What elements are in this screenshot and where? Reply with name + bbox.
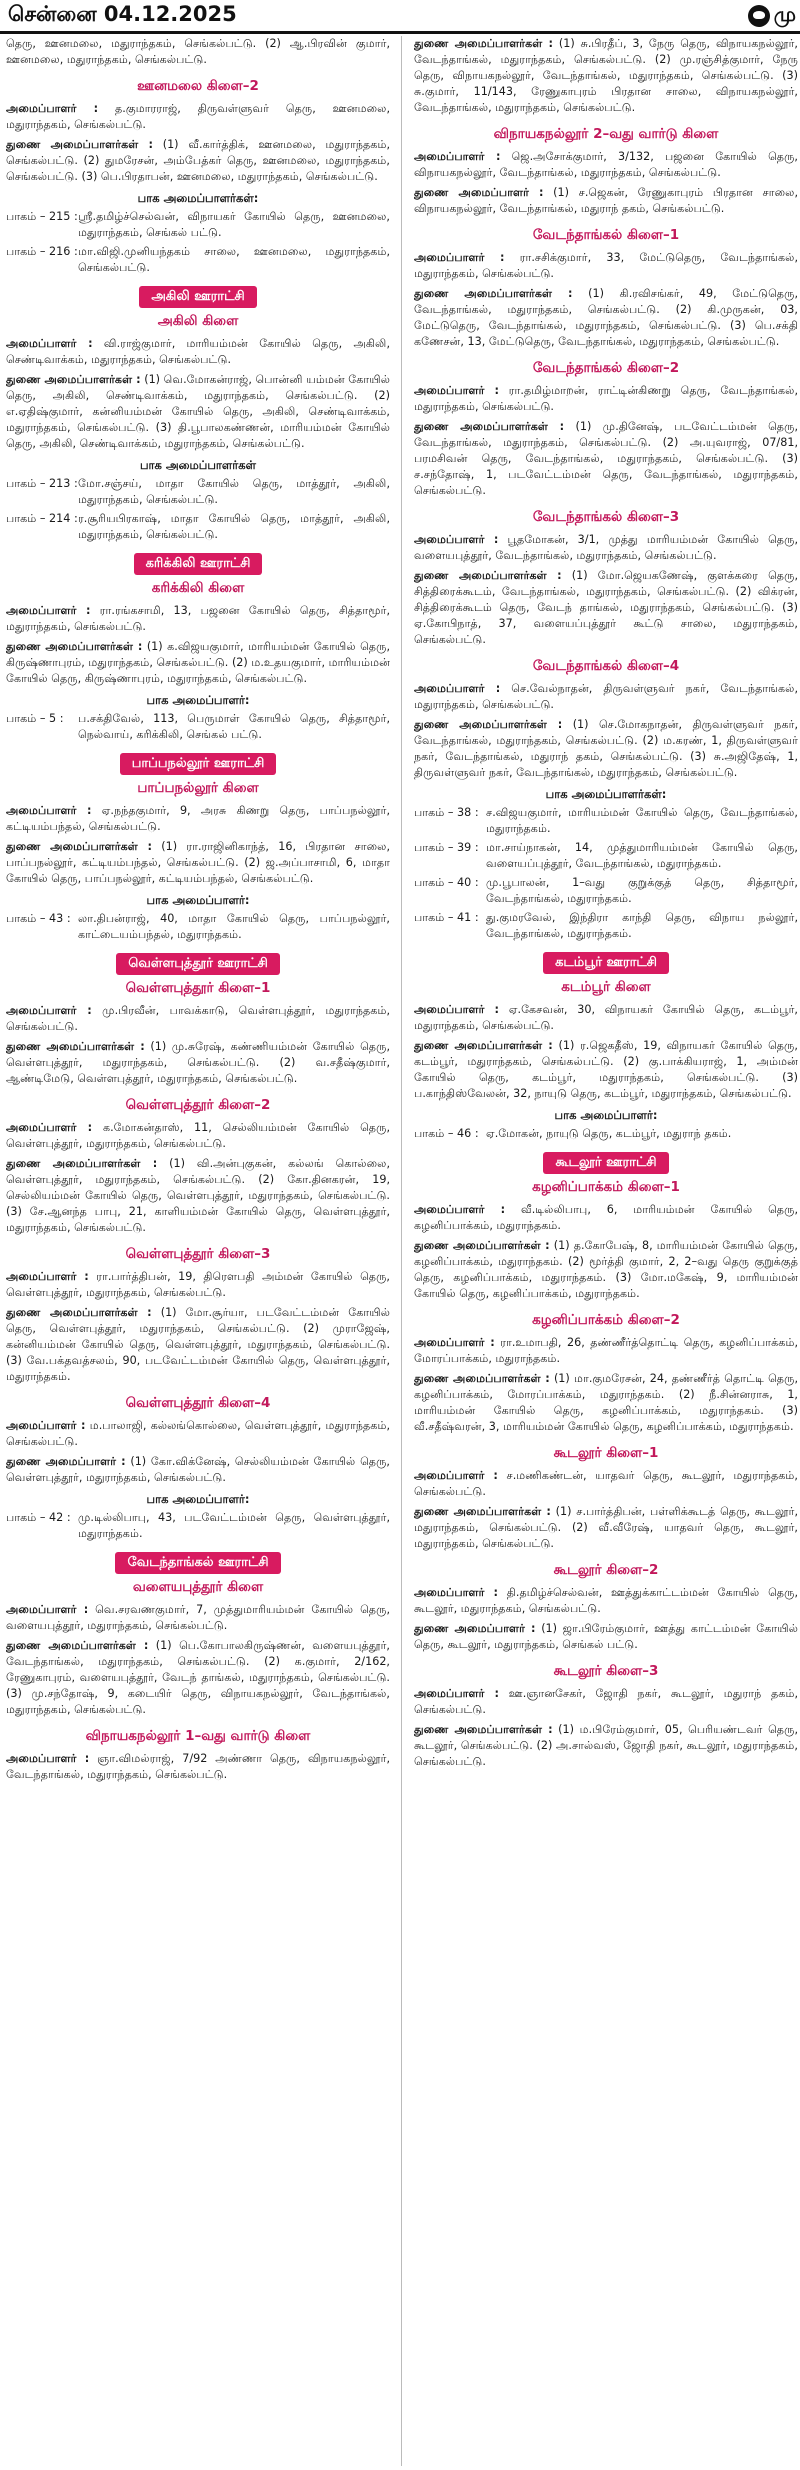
entry-details: (1) த.கோபேஷ், 8, மாரியம்மன் கோயில் தெரு, கழனிப்பாக்கம், மதுராந்தகம். (2) மூர்த்தி குமார், 2, 2–வது தெரு குறுக்குத் தெரு, கழனிப்பாக்கம், மதுராந்தகம். (3) மோ.மகேஷ், 9, மாரியம்மன் கோயில் தெரு, கழனிப்பாக்கம், மதுராந்தகம்.: [414, 1239, 798, 1300]
office-bearer-entry: [6, 803, 390, 835]
role-label: அமைப்பாளர் :: [414, 1336, 495, 1349]
booth-details: மு.பூபாலன், 1–வது குறுக்குத் தெரு, சித்தாமூர், வேடந்தாங்கல், மதுராந்தகம்.: [486, 876, 798, 905]
role-label: துணை அமைப்பாளர்கள் :: [414, 1039, 553, 1052]
entry-details: (1) ச.ஜெகன், ரேணுகாபுரம் பிரதான சாலை, விநாயகநல்லூர், வேடந்தாங்கல், மதுராந் தகம், செங்கல்பட்டு.: [414, 186, 798, 215]
booth-row: [414, 910, 798, 942]
office-bearer-entry: [6, 1156, 390, 1236]
booth-row: [6, 476, 390, 508]
role-label: துணை அமைப்பாளர்கள் :: [6, 840, 152, 853]
entry-details: (1) ரா.ராஜினிகாந்த், 16, பிரதான சாலை, பாப்பநல்லூர், கட்டியம்பந்தல், செங்கல்பட்டு. (2) ஜ.அப்பாசாமி, 6, மாதா கோயில் தெரு, பாப்பநல்லூர், கட்டியம்பந்தல், செங்கல்பட்டு.: [6, 840, 390, 885]
office-bearer-entry: [414, 419, 798, 499]
role-label: அமைப்பாளர் :: [414, 533, 499, 546]
booth-row: [6, 209, 390, 241]
booth-details: மா.விஜி.முனியந்தகம் சாலை, ஊனமலை, மதுராந்தகம், செங்கல்பட்டு.: [78, 245, 390, 274]
role-label: துணை அமைப்பாளர்கள் :: [414, 1505, 551, 1518]
office-bearer-entry: [6, 1120, 390, 1152]
panchayat-heading: [6, 285, 390, 308]
role-label: துணை அமைப்பாளர்கள் :: [414, 1372, 550, 1385]
office-bearer-entry: [414, 1238, 798, 1302]
rising-sun-emblem-icon: [748, 5, 770, 27]
branch-heading: கழனிப்பாக்கம் கிளை–2: [532, 1312, 680, 1328]
entry-details: ஜெ.அசோக்குமார், 3/132, பஜனை கோயில் தெரு, விநாயகநல்லூர், வேடந்தாங்கல், மதுராந்தகம், செங்கல்பட்டு.: [414, 150, 798, 179]
office-bearer-entry: [414, 1722, 798, 1770]
section-subheading: பாக அமைப்பாளர்கள்:: [137, 191, 259, 205]
booth-number: பாகம் – 38 :: [414, 806, 479, 819]
role-label: அமைப்பாளர் :: [6, 1752, 90, 1765]
role-label: துணை அமைப்பாளர்கள் :: [414, 37, 554, 50]
booth-details: லா.திபன்ராஜ், 40, மாதா கோயில் தெரு, பாப்பநல்லூர், காட்டையம்பந்தல், மதுராந்தகம்.: [78, 912, 390, 941]
booth-row: [414, 805, 798, 837]
entry-details: ரா.தமிழ்மாறன், ராட்டின்கிணறு தெரு, வேடந்தாங்கல், மதுராந்தகம், செங்கல்பட்டு.: [414, 384, 798, 413]
branch-heading: வளையபுத்தூர் கிளை: [132, 1579, 264, 1595]
booth-number: பாகம் – 213 :: [6, 477, 78, 490]
role-label: அமைப்பாளர் :: [6, 337, 93, 350]
entry-details: (1) ஜா.பிரேம்குமார், ஊத்து காட்டம்மன் கோயில் தெரு, கூடலூர், மதுராந்தகம், செங்கல் பட்டு.: [414, 1622, 798, 1651]
entry-details: ஊ.ஞானசேகர், ஜோதி நகர், கூடலூர், மதுராந் தகம், செங்கல்பட்டு.: [414, 1687, 798, 1716]
entry-details: (1) மோ.சூர்யா, படவேட்டம்மன் கோயில் தெரு, வெள்ளபுத்தூர், மதுராந்தகம், செங்கல்பட்டு. (2) முராஜேஷ், கன்னியம்மன் கோயில் தெரு, வெள்ளபுத்தூர், மதுராந்தகம், செங்கல்பட்டு. (3) வே.பக்தவத்சலம், 90, படவேட்டம்மன் கோயில் தெரு, வெள்ளபுத்தூர், மதுராந்தகம்.: [6, 1306, 390, 1383]
booth-number: பாகம் – 216 :: [6, 245, 78, 258]
booth-row: [6, 511, 390, 543]
office-bearer-entry: [6, 101, 390, 133]
panchayat-label: வெள்ளபுத்தூர் ஊராட்சி: [116, 953, 280, 975]
entry-details: (1) மா.குமரேசன், 24, தண்ணீர்த் தொட்டி தெரு, கழனிப்பாக்கம், மோரப்பாக்கம், மதுராந்தகம். (2) நீ.சின்னராசு, 1, மாரியம்மன் கோயில் தெரு, கழனிப்பாக்கம், மதுராந்தகம். (3) வீ.சதீஷ்வரன், 3, மாரியம்மன் கோயில் தெரு, கழனிப்பாக்கம், மதுராந்தகம்.: [414, 1372, 798, 1433]
role-label: துணை அமைப்பாளர்கள் :: [414, 1239, 550, 1252]
booth-details: ர.சூரியபிரகாஷ், மாதா கோயில் தெரு, மாத்தூர், அகிலி, மதுராந்தகம், செங்கல்பட்டு.: [78, 512, 390, 541]
office-bearer-entry: [414, 1621, 798, 1653]
entry-details: (1) வி.அன்புகுகன், கல்லங் கொல்லை, வெள்ளபுத்தூர், மதுராந்தகம், செங்கல்பட்டு. (2) கோ.தினகரன், 19, செல்லியம்மன் கோயில் தெரு, வெள்ளபுத்தூர், மதுராந்தகம், செங்கல்பட்டு. (3) சே.ஆனந்த பாபு, 21, காளியம்மன் கோயில் தெரு, வெள்ளபுத்தூர், மதுராந்தகம், செங்கல்பட்டு.: [6, 1157, 390, 1234]
role-label: துணை அமைப்பாளர்கள் :: [6, 1040, 145, 1053]
booth-number: பாகம் – 43 :: [6, 912, 71, 925]
booth-number: பாகம் – 5 :: [6, 712, 64, 725]
office-bearer-entry: [6, 1751, 390, 1783]
office-bearer-entry: [414, 185, 798, 217]
panchayat-heading: [6, 752, 390, 775]
panchayat-label: அகிலி ஊராட்சி: [139, 286, 256, 308]
panchayat-heading: [414, 951, 798, 974]
section-subheading: பாக அமைப்பாளர்:: [146, 693, 250, 707]
role-label: அமைப்பாளர் :: [414, 1203, 506, 1216]
section-subheading: பாக அமைப்பாளர்கள்: [139, 458, 257, 472]
office-bearer-entry: [414, 1585, 798, 1617]
office-bearer-entry: [414, 1335, 798, 1367]
office-bearer-entry: [6, 1454, 390, 1486]
entry-text: [6, 36, 390, 68]
office-bearer-entry: [414, 149, 798, 181]
panchayat-label: கரிக்கிலி ஊராட்சி: [134, 553, 263, 575]
entry-details: (1) க.விஜயகுமார், மாரியம்மன் கோயில் தெரு, கிருஷ்ணாபுரம், மதுராந்தகம், செங்கல்பட்டு. (2) ம.உதயகுமார், மாரியம்மன் கோயில் தெரு, கிருஷ்ணாபுரம், மதுராந்தகம், செங்கல்பட்டு.: [6, 640, 390, 685]
role-label: அமைப்பாளர் :: [414, 1586, 499, 1599]
office-bearer-entry: [414, 36, 798, 116]
office-bearer-entry: [414, 717, 798, 781]
branch-heading: அகிலி கிளை: [157, 313, 239, 329]
entry-details: (1) கோ.விக்னேஷ், செல்லியம்மன் கோயில் தெரு, வெள்ளபுத்தூர், மதுராந்தகம், செங்கல்பட்டு.: [6, 1455, 390, 1484]
entry-details: ரா.சசிக்குமார், 33, மேட்டுதெரு, வேடந்தாங்கல், மதுராந்தகம், செங்கல்பட்டு.: [414, 251, 798, 280]
entry-details: (1) ர.ஜெகதீஸ், 19, விநாயகர் கோயில் தெரு, கடம்பூர், மதுராந்தகம், செங்கல்பட்டு. (2) கு.பாக்கியராஜ், 1, அம்மன் கோயில் தெரு, கடம்பூர், மதுராந்தகம், செங்கல்பட்டு. (3) ப.காந்திஸ்வேலன், 32, நாயுடு தெரு, கடம்பூர், மதுராந்தகம், செங்கல்பட்டு.: [414, 1039, 798, 1100]
role-label: துணை அமைப்பாளர்கள் :: [6, 138, 153, 151]
branch-heading: வேடந்தாங்கல் கிளை–3: [532, 509, 680, 525]
branch-heading: வெள்ளபுத்தூர் கிளை–3: [125, 1246, 271, 1262]
role-label: அமைப்பாளர் :: [6, 1419, 86, 1432]
branch-heading: ஊனமலை கிளை–2: [137, 78, 259, 94]
entry-details: வெ.சரவணகுமார், 7, முத்துமாரியம்மன் கோயில் தெரு, வளையபுத்தூர், மதுராந்தகம், செங்கல்பட்டு.: [6, 1603, 390, 1632]
office-bearer-entry: [414, 1002, 798, 1034]
booth-details: மு.டில்லிபாபு, 43, படவேட்டம்மன் தெரு, வெள்ளபுத்தூர், மதுராந்தகம்.: [78, 1511, 390, 1540]
booth-details: ச.விஜயகுமார், மாரியம்மன் கோயில் தெரு, வேடந்தாங்கல், மதுராந்தகம்.: [486, 806, 798, 835]
booth-row: [414, 875, 798, 907]
role-label: துணை அமைப்பாளர் :: [6, 1455, 126, 1468]
office-bearer-entry: [414, 250, 798, 282]
section-subheading: பாக அமைப்பாளர்கள்:: [545, 787, 667, 801]
office-bearer-entry: [414, 1202, 798, 1234]
role-label: அமைப்பாளர் :: [6, 804, 92, 817]
dateline: சென்னை 04.12.2025: [8, 1, 237, 26]
booth-details: மோ.சஞ்சய், மாதா கோயில் தெரு, மாத்தூர், அகிலி, மதுராந்தகம், செங்கல்பட்டு.: [78, 477, 390, 506]
role-label: அமைப்பாளர் :: [414, 1687, 499, 1700]
panchayat-heading: [6, 952, 390, 975]
office-bearer-entry: [414, 1371, 798, 1435]
panchayat-label: வேடந்தாங்கல் ஊராட்சி: [115, 1552, 280, 1574]
office-bearer-entry: [414, 532, 798, 564]
role-label: அமைப்பாளர் :: [6, 604, 91, 617]
entry-details: ஞா.விமல்ராஜ், 7/92 அண்ணா தெரு, விநாயகநல்லூர், வேடந்தாங்கல், மதுராந்தகம், செங்கல்பட்டு.: [6, 1752, 390, 1781]
branch-heading: விநாயகநல்லூர் 2–வது வார்டு கிளை: [493, 126, 719, 142]
role-label: அமைப்பாளர் :: [6, 102, 99, 115]
branch-heading: வேடந்தாங்கல் கிளை–1: [532, 227, 680, 243]
branch-heading: வெள்ளபுத்தூர் கிளை–4: [125, 1395, 271, 1411]
office-bearer-entry: [414, 383, 798, 415]
section-subheading: பாக அமைப்பாளர்:: [146, 1492, 250, 1506]
role-label: துணை அமைப்பாளர்கள் :: [414, 287, 573, 300]
entry-details: ஏ.கேசவன், 30, விநாயகர் கோயில் தெரு, கடம்பூர், மதுராந்தகம், செங்கல்பட்டு.: [414, 1003, 798, 1032]
role-label: அமைப்பாளர் :: [414, 1003, 500, 1016]
booth-row: [6, 711, 390, 743]
entry-details: (1) மு.தினேஷ், படவேட்டம்மன் தெரு, வேடந்தாங்கல், மதுராந்தகம், செங்கல்பட்டு. (2) அ.யுவராஜ், 07/81, பரமசிவன் தெரு, வேடந்தாங்கல், மதுராந்தகம், செங்கல்பட்டு. (3) ச.சந்தோஷ், 1, படவேட்டம்மன் தெரு, வேடந்தாங்கல், மதுராந்தகம், செங்கல்பட்டு.: [414, 420, 798, 497]
role-label: அமைப்பாளர் :: [414, 150, 501, 163]
booth-row: [6, 244, 390, 276]
entry-details: (1) மு.சுரேஷ், கண்ணியம்மன் கோயில் தெரு, வெள்ளபுத்தூர், மதுராந்தகம், செங்கல்பட்டு. (2) வ.சதீஷ்குமார், ஆண்டிமேடு, வெள்ளபுத்தூர், மதுராந்தகம், செங்கல்பட்டு.: [6, 1040, 390, 1085]
office-bearer-entry: [414, 568, 798, 648]
entry-details: ரா.ரங்கசாமி, 13, பஜனை கோயில் தெரு, சித்தாமூர், மதுராந்தகம், செங்கல்பட்டு.: [6, 604, 390, 633]
role-label: துணை அமைப்பாளர்கள் :: [414, 718, 563, 731]
role-label: துணை அமைப்பாளர் :: [414, 1622, 536, 1635]
booth-number: பாகம் – 46 :: [414, 1127, 479, 1140]
office-bearer-entry: [414, 681, 798, 713]
entry-details: க.மோகன்தாஸ், 11, செல்லியம்மன் கோயில் தெரு, வெள்ளபுத்தூர், மதுராந்தகம், செங்கல்பட்டு.: [6, 1121, 390, 1150]
booth-details: ப.சக்திவேல், 113, பெருமாள் கோயில் தெரு, சித்தாமூர், நெல்வாய், கரிக்கிலி, செங்கல் பட்டு.: [78, 712, 390, 741]
office-bearer-entry: [414, 1504, 798, 1552]
entry-details: (1) செ.மோகநாதன், திருவள்ளுவர் நகர், வேடந்தாங்கல், மதுராந்தகம், செங்கல்பட்டு. (2) ம.கரண், 1, திருவள்ளுவர் நகர், வேடந்தாங்கல், மதுராந் தகம், செங்கல்பட்டு. (3) சு.அஜிதேஷ், 1, திருவள்ளுவர் நகர், வேடந்தாங்கல், மதுராந்தகம், செங்கல்பட்டு.: [414, 718, 798, 779]
branch-heading: விநாயகநல்லூர் 1–வது வார்டு கிளை: [85, 1728, 311, 1744]
office-bearer-entry: [6, 372, 390, 452]
entry-details: (1) வீ.கார்த்திக், ஊனமலை, மதுராந்தகம், செங்கல்பட்டு. (2) துமரேசன், அம்பேத்கர் தெரு, ஊனமலை, மதுராந்தகம், செங்கல்பட்டு. (3) பெ.பிரதாபன், ஊனமலை, மதுராந்தகம், செங்கல்பட்டு.: [6, 138, 390, 183]
role-label: அமைப்பாளர் :: [414, 384, 500, 397]
entry-details: ரா.பார்த்திபன், 19, திரௌபதி அம்மன் கோயில் தெரு, வெள்ளபுத்தூர், மதுராந்தகம், செங்கல்பட்டு.: [6, 1270, 390, 1299]
office-bearer-entry: [6, 1418, 390, 1450]
booth-number: பாகம் – 214 :: [6, 512, 78, 525]
booth-row: [414, 840, 798, 872]
office-bearer-entry: [6, 839, 390, 887]
entry-details: ஏ.நந்தகுமார், 9, அரசு கிணறு தெரு, பாப்பநல்லூர், கட்டியம்பந்தல், செங்கல்பட்டு.: [6, 804, 390, 833]
entry-details: (1) பெ.கோபாலகிருஷ்ணன், வளையபுத்தூர், வேடந்தாங்கல், மதுராந்தகம், செங்கல்பட்டு. (2) க.குமார், 2/162, ரேணுகாபுரம், வளையபுத்தூர், வேடந் தாங்கல், மதுராந்தகம், செங்கல்பட்டு. (3) மு.சந்தோஷ், 9, கடையிர் தெரு, விநாயகநல்லூர், வேடந்தாங்கல், மதுராந்தகம், செங்கல்பட்டு.: [6, 1639, 390, 1716]
panchayat-label: கூடலூர் ஊராட்சி: [543, 1152, 668, 1174]
role-label: அமைப்பாளர் :: [6, 1004, 92, 1017]
office-bearer-entry: [6, 1269, 390, 1301]
office-bearer-entry: [6, 137, 390, 185]
section-subheading: பாக அமைப்பாளர்:: [146, 893, 250, 907]
booth-row: [6, 1510, 390, 1542]
entry-details: வி.ராஜ்குமார், மாரியம்மன் கோயில் தெரு, அகிலி, செண்டிவாக்கம், மதுராந்தகம், செங்கல்பட்டு.: [6, 337, 390, 366]
office-bearer-entry: [414, 286, 798, 350]
role-label: துணை அமைப்பாளர்கள் :: [414, 1723, 553, 1736]
entry-details: (1) மோ.ஜெயகணேஷ், குளக்கரை தெரு, சித்திரைக்கூடம், வேடந்தாங்கல், மதுராந்தகம், செங்கல்பட்டு. (2) விக்ரன், சித்திரைக்கூடம் தெரு, வேடந் தாங்கல், மதுராந்தகம், செங்கல்பட்டு. (3) ஏ.கோபிநாத், 37, வளையப்புத்தூர் கூட்டு சாலை, மதுராந்தகம், செங்கல்பட்டு.: [414, 569, 798, 646]
office-bearer-entry: [414, 1038, 798, 1102]
entry-details: ரா.உமாபதி, 26, தண்ணீர்த்தொட்டி தெரு, கழனிப்பாக்கம், மோரப்பாக்கம், மதுராந்தகம்.: [414, 1336, 798, 1365]
office-bearer-entry: [6, 1305, 390, 1385]
office-bearer-entry: [6, 1039, 390, 1087]
booth-details: மா.சாய்நாகன், 14, முத்துமாரியம்மன் கோயில் தெரு, வளையப்புத்தூர், வேடந்தாங்கல், மதுராந்தகம்.: [486, 841, 798, 870]
branch-heading: வெள்ளபுத்தூர் கிளை–1: [125, 980, 271, 996]
branch-heading: கடம்பூர் கிளை: [561, 979, 651, 995]
entry-details: மு.பிரவீன், பாவக்காடு, வெள்ளபுத்தூர், மதுராந்தகம், செங்கல்பட்டு.: [6, 1004, 390, 1033]
entry-details: ம.பாலாஜி, கல்லங்கொல்லை, வெள்ளபுத்தூர், மதுராந்தகம், செங்கல்பட்டு.: [6, 1419, 390, 1448]
right-column: [414, 36, 798, 2466]
branch-heading: வேடந்தாங்கல் கிளை–2: [532, 360, 680, 376]
masthead-rule: [0, 31, 800, 34]
booth-details: ஏ.மோகன், நாயுடு தெரு, கடம்பூர், மதுராந் தகம்.: [486, 1127, 732, 1140]
brand: [748, 2, 796, 29]
branch-heading: பாப்பநல்லூர் கிளை: [137, 780, 259, 796]
panchayat-label: பாப்பநல்லூர் ஊராட்சி: [120, 753, 277, 775]
role-label: அமைப்பாளர் :: [414, 1469, 498, 1482]
branch-heading: கூடலூர் கிளை–1: [553, 1445, 659, 1461]
role-label: துணை அமைப்பாளர் :: [414, 186, 544, 199]
entry-details: பூதமோகன், 3/1, முத்து மாரியம்மன் கோயில் தெரு, வளையபுத்தூர், வேடந்தாங்கல், மதுராந்தகம், செங்கல்பட்டு.: [414, 533, 798, 562]
office-bearer-entry: [6, 336, 390, 368]
booth-details: து.குமரவேல், இந்திரா காந்தி தெரு, விநாய நல்லூர், வேடந்தாங்கல், மதுராந்தகம்.: [486, 911, 798, 940]
booth-number: பாகம் – 39 :: [414, 841, 479, 854]
role-label: துணை அமைப்பாளர்கள் :: [6, 1639, 149, 1652]
branch-heading: கூடலூர் கிளை–3: [553, 1663, 659, 1679]
booth-details: ஸ்ரீ.தமிழ்ச்செல்வன், விநாயகர் கோயில் தெரு, ஊனமலை, மதுராந்தகம், செங்கல் பட்டு.: [78, 210, 390, 239]
branch-heading: கூடலூர் கிளை–2: [553, 1562, 659, 1578]
office-bearer-entry: [6, 1003, 390, 1035]
entry-details: (1) ச.பார்த்திபன், பள்ளிக்கூடத் தெரு, கூடலூர், மதுராந்தகம், செங்கல்பட்டு. (2) வீ.வீரேஷ், யாதவர் தெரு, கூடலூர், மதுராந்தகம், செங்கல்பட்டு.: [414, 1505, 798, 1550]
panchayat-heading: [414, 1151, 798, 1174]
role-label: துணை அமைப்பாளர்கள் :: [414, 569, 562, 582]
booth-number: பாகம் – 41 :: [414, 911, 479, 924]
entry-details: (1) ம.பிரேம்குமார், 05, பெரியண்டவர் தெரு, கூடலூர், செங்கல்பட்டு. (2) அ.சால்வஸ், ஜோதி நகர், கூடலூர், மதுராந்தகம், செங்கல்பட்டு.: [414, 1723, 798, 1768]
entry-details: தி.தமிழ்ச்செல்வன், ஊத்துக்காட்டம்மன் கோயில் தெரு, கூடலூர், மதுராந்தகம், செங்கல்பட்டு.: [414, 1586, 798, 1615]
office-bearer-entry: [414, 1468, 798, 1500]
role-label: துணை அமைப்பாளர்கள் :: [6, 1306, 152, 1319]
panchayat-label: கடம்பூர் ஊராட்சி: [543, 952, 669, 974]
booth-row: [6, 911, 390, 943]
left-column: [6, 36, 390, 2466]
panchayat-heading: [6, 552, 390, 575]
role-label: அமைப்பாளர் :: [6, 1603, 89, 1616]
entry-details: த.குமாரராஜ், திருவள்ளுவர் தெரு, ஊனமலை, மதுராந்தகம், செங்கல்பட்டு.: [6, 102, 390, 131]
role-label: துணை அமைப்பாளர்கள் :: [6, 1157, 158, 1170]
branch-heading: கழனிப்பாக்கம் கிளை–1: [532, 1179, 680, 1195]
entry-details: (1) கி.ரவிசங்கர், 49, மேட்டுதெரு, வேடந்தாங்கல், மதுராந்தகம், செங்கல்பட்டு. (2) கி.முருகன், 03, மேட்டுதெரு, வேடந்தாங்கல், மதுராந்தகம், செங்கல்பட்டு. (3) பெ.சக்தி கணேசன், 13, மேட்டுதெரு, வேடந்தாங்கல், மதுராந்தகம், செங்கல்பட்டு.: [414, 287, 798, 348]
role-label: அமைப்பாளர் :: [414, 251, 505, 264]
section-subheading: பாக அமைப்பாளர்:: [554, 1108, 658, 1122]
entry-details: ச.மணிகண்டன், யாதவர் தெரு, கூடலூர், மதுராந்தகம், செங்கல்பட்டு.: [414, 1469, 798, 1498]
role-label: துணை அமைப்பாளர்கள் :: [6, 640, 143, 653]
office-bearer-entry: [6, 1638, 390, 1718]
brand-text: மு: [773, 2, 796, 26]
entry-details: (1) வெ.மோகன்ராஜ், பொன்னி யம்மன் கோயில் தெரு, அகிலி, செண்டிவாக்கம், மதுராந்தகம், செங்கல்பட்டு. (2) எ.ஏதிஷ்குமார், கன்னியம்மன் கோயில் தெரு, அகிலி, செண்டிவாக்கம், மதுராந்தகம், செங்கல்பட்டு. (3) தி.பூபாலகண்ணன், மாரியம்மன் கோயில் தெரு, அகிலி, செண்டிவாக்கம், மதுராந்தகம், செங்கல்பட்டு.: [6, 373, 390, 450]
entry-details: தெரு, ஊனமலை, மதுராந்தகம், செங்கல்பட்டு. (2) ஆ.பிரவின் குமார், ஊனமலை, மதுராந்தகம், செங்கல்பட்டு.: [6, 37, 390, 66]
office-bearer-entry: [6, 1602, 390, 1634]
entry-details: வீ.டில்லிபாபு, 6, மாரியம்மன் கோயில் தெரு, கழனிப்பாக்கம், மதுராந்தகம்.: [414, 1203, 798, 1232]
booth-number: பாகம் – 40 :: [414, 876, 479, 889]
office-bearer-entry: [6, 639, 390, 687]
role-label: துணை அமைப்பாளர்கள் :: [414, 420, 565, 433]
masthead: [0, 0, 800, 30]
entry-details: செ.வேல்நாதன், திருவள்ளுவர் நகர், வேடந்தாங்கல், மதுராந்தகம், செங்கல்பட்டு.: [414, 682, 798, 711]
role-label: துணை அமைப்பாளர்கள் :: [6, 373, 141, 386]
booth-row: [414, 1126, 798, 1142]
role-label: அமைப்பாளர் :: [6, 1121, 93, 1134]
branch-heading: வெள்ளபுத்தூர் கிளை–2: [125, 1097, 271, 1113]
office-bearer-entry: [6, 603, 390, 635]
branch-heading: கரிக்கிலி கிளை: [151, 580, 245, 596]
branch-heading: வேடந்தாங்கல் கிளை–4: [532, 658, 680, 674]
office-bearer-entry: [414, 1686, 798, 1718]
role-label: அமைப்பாளர் :: [414, 682, 501, 695]
booth-number: பாகம் – 42 :: [6, 1511, 71, 1524]
panchayat-heading: [6, 1551, 390, 1574]
role-label: அமைப்பாளர் :: [6, 1270, 89, 1283]
booth-number: பாகம் – 215 :: [6, 210, 78, 223]
column-divider: [401, 36, 402, 2466]
entry-details: (1) சு.பிரதீப், 3, நேரு தெரு, விநாயகநல்லூர், வேடந்தாங்கல், மதுராந்தகம், செங்கல்பட்டு. (2) மு.ரஞ்சித்குமார், நேரு தெரு, விநாயகநல்லூர், வேடந்தாங்கல், மதுராந்தகம், செங்கல்பட்டு. (3) சு.குமார், 11/143, ரேணுகாபுரம் பிரதான சாலை, விநாயகநல்லூர், வேடந்தாங்கல், மதுராந்தகம், செங்கல்பட்டு.: [414, 37, 798, 114]
